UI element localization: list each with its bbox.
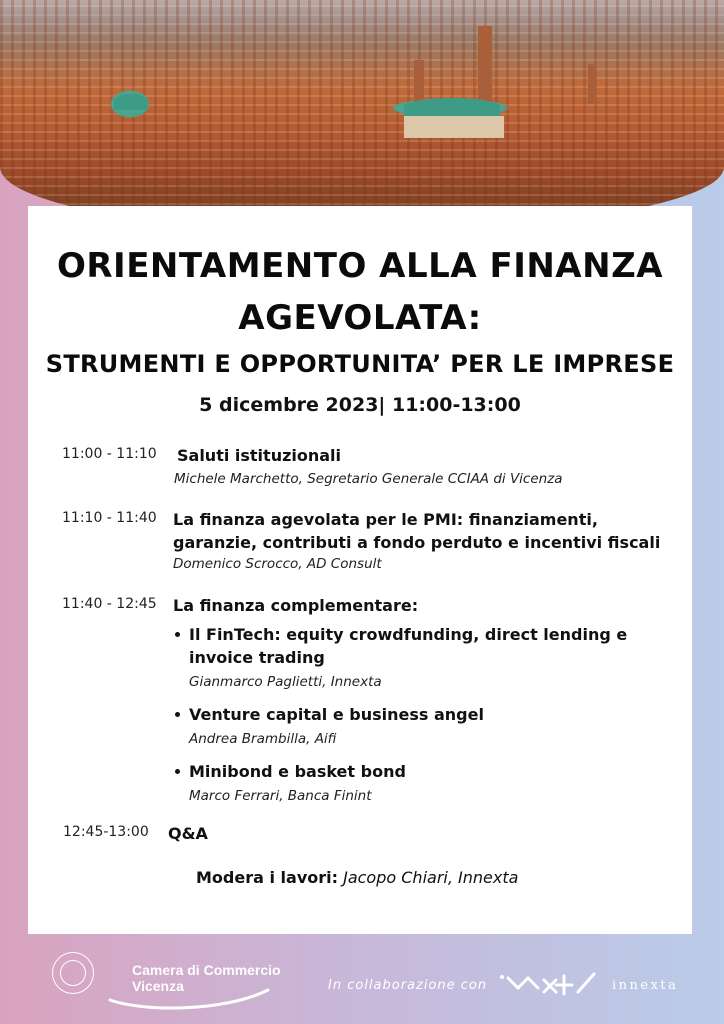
chamber-swoosh-icon bbox=[104, 986, 274, 1010]
slot-time: 12:45-13:00 bbox=[63, 824, 149, 840]
bell-tower bbox=[588, 64, 596, 104]
dome bbox=[114, 94, 148, 110]
moderator-name: Jacopo Chiari, Innexta bbox=[343, 868, 519, 887]
subtopic-speaker: Gianmarco Paglietti, Innexta bbox=[189, 674, 382, 690]
slot-time: 11:40 - 12:45 bbox=[62, 596, 157, 612]
moderator bbox=[196, 868, 518, 887]
bell-tower bbox=[478, 26, 492, 106]
moderator-label: Modera i lavori: bbox=[196, 868, 339, 887]
innexta-logo-icon bbox=[498, 968, 602, 998]
event-title bbox=[28, 206, 692, 344]
bullet-icon bbox=[175, 712, 180, 717]
talk-speaker: Domenico Scrocco, AD Consult bbox=[173, 556, 382, 572]
event-subtitle: STRUMENTI E OPPORTUNITA’ PER LE IMPRESE bbox=[45, 350, 675, 378]
chamber-city: Vicenza bbox=[132, 978, 184, 994]
title-line-2: AGEVOLATA: bbox=[238, 298, 482, 338]
subtopic-title: Il FinTech: equity crowdfunding, direct lending e invoice trading bbox=[189, 625, 628, 667]
bullet-icon bbox=[175, 632, 180, 637]
basilica bbox=[404, 116, 504, 138]
subtopic-speaker: Marco Ferrari, Banca Finint bbox=[189, 788, 372, 804]
bullet-icon bbox=[175, 769, 180, 774]
talk-title: La finanza agevolata per le PMI: finanziamenti, garanzie, contributi a fondo perduto e incentivi fiscali bbox=[173, 510, 661, 552]
hero-city-photo bbox=[0, 0, 724, 232]
slot-talk bbox=[173, 508, 678, 574]
subtopic bbox=[173, 623, 678, 692]
vicenza-seal-icon bbox=[52, 952, 94, 994]
subtopic-speaker: Andrea Brambilla, Aifi bbox=[189, 731, 337, 747]
slot-time: 11:10 - 11:40 bbox=[62, 510, 157, 526]
event-date: 5 dicembre 2023| 11:00-13:00 bbox=[199, 394, 521, 416]
talk-title: La finanza complementare: bbox=[173, 596, 419, 615]
slot-talk bbox=[168, 822, 673, 845]
subtopic-title: Minibond e basket bond bbox=[189, 762, 406, 781]
talk-speaker: Michele Marchetto, Segretario Generale CCIAA di Vicenza bbox=[174, 471, 563, 487]
chamber-name: Camera di Commercio bbox=[132, 962, 281, 978]
slot-talk bbox=[174, 444, 682, 489]
subtopic bbox=[173, 703, 678, 749]
content-card bbox=[28, 206, 692, 934]
dome bbox=[404, 98, 500, 116]
talk-title: Q&A bbox=[168, 824, 208, 843]
title-line-1: ORIENTAMENTO ALLA FINANZA bbox=[56, 246, 664, 286]
slot-time: 11:00 - 11:10 bbox=[62, 446, 157, 462]
subtopic bbox=[173, 760, 678, 806]
subtopic-title: Venture capital e business angel bbox=[189, 705, 484, 724]
collaboration-label: In collaborazione con bbox=[328, 978, 488, 993]
innexta-wordmark: innexta bbox=[612, 978, 679, 993]
slot-talk bbox=[173, 594, 678, 806]
talk-title: Saluti istituzionali bbox=[177, 446, 342, 465]
